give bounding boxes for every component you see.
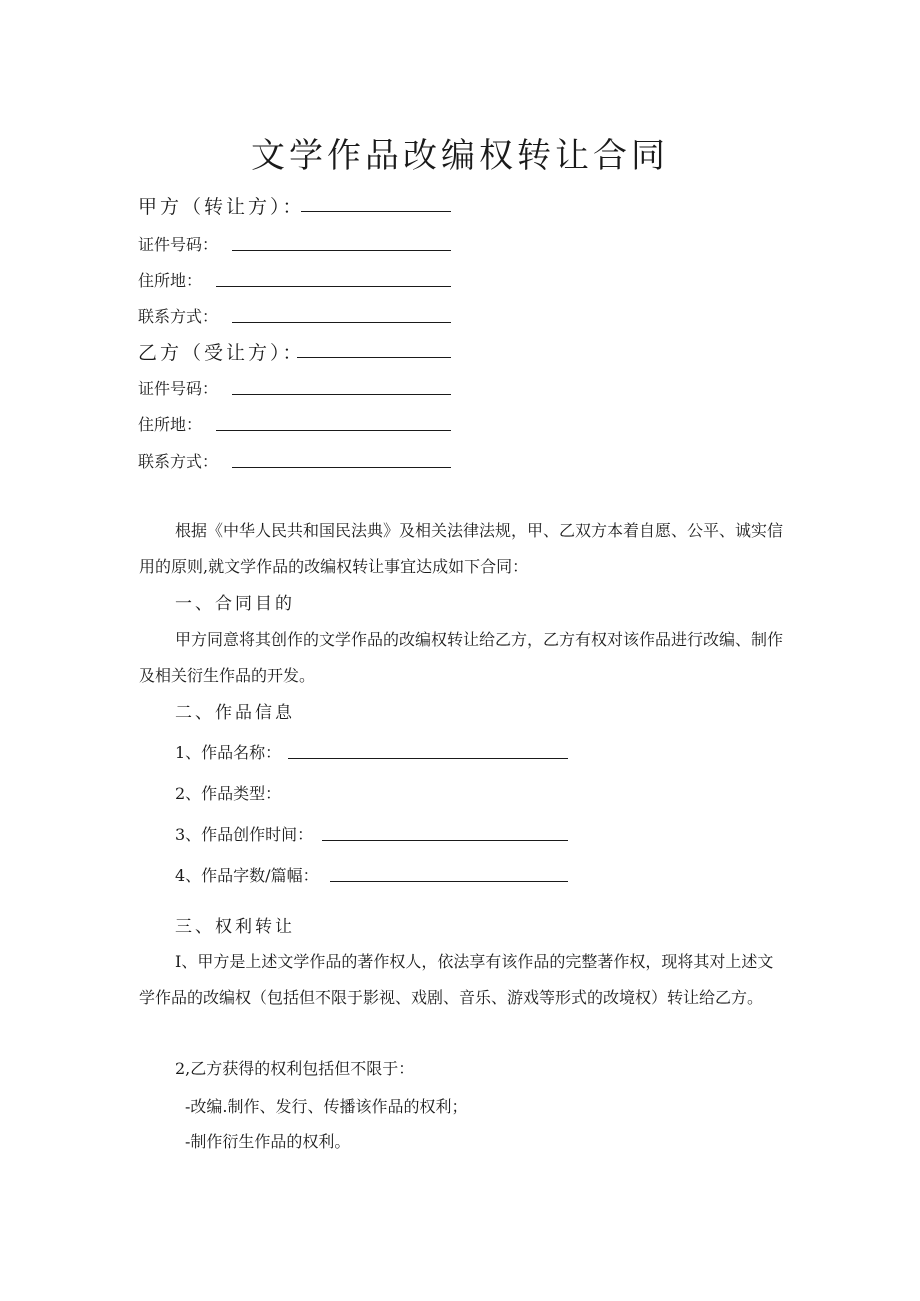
party-b-address-field[interactable] xyxy=(216,412,451,431)
party-a-address-field[interactable] xyxy=(216,268,451,287)
party-a-name-field[interactable] xyxy=(301,192,451,212)
rights-bullet-1: -改编.制作、发行、传播该作品的权利； xyxy=(185,1097,468,1116)
work-name-label: 1、作品名称： xyxy=(175,743,282,762)
document-title: 文学作品改编权转让合同 xyxy=(251,136,669,176)
preamble-paragraph: 根据《中华人民共和国民法典》及相关法律法规，甲、乙双方本着自愿、公平、诚实信用的原则,就文学作品的改编权转让事宜达成如下合同： xyxy=(139,521,784,576)
party-b-id-field[interactable] xyxy=(232,376,451,395)
party-a-contact-label: 联系方式： xyxy=(138,307,219,326)
section-3-paragraph-1: I、甲方是上述文学作品的著作权人，依法享有该作品的完整著作权，现将其对上述文学作品的改编权（包括但不限于影视、戏剧、音乐、游戏等形式的改境权）转让给乙方。 xyxy=(139,952,774,1007)
party-a-id-field[interactable] xyxy=(232,232,451,251)
work-length-label: 4、作品字数/篇幅： xyxy=(175,866,319,885)
work-length-field[interactable] xyxy=(330,863,568,882)
section-1-text: 甲方同意将其创作的文学作品的改编权转让给乙方，乙方有权对该作品进行改编、制作及相关衍生作品的开发。 xyxy=(139,630,784,685)
party-a-label: 甲方（转让方）： xyxy=(138,196,305,218)
party-a-contact-field[interactable] xyxy=(232,304,451,323)
party-b-id-label: 证件号码： xyxy=(138,379,219,398)
party-b-label: 乙方（受让方）： xyxy=(138,342,305,364)
section-3-heading: 三、权利转让 xyxy=(175,917,295,937)
work-name-field[interactable] xyxy=(288,740,568,759)
section-2-heading: 二、作品信息 xyxy=(175,703,295,723)
section-1-heading: 一、合同目的 xyxy=(175,594,295,614)
party-a-address-label: 住所地： xyxy=(138,271,203,290)
party-a-row xyxy=(138,192,305,219)
rights-bullet-2: -制作衍生作品的权利。 xyxy=(185,1132,351,1151)
party-b-row xyxy=(138,338,305,365)
party-b-contact-field[interactable] xyxy=(232,449,451,468)
party-b-contact-label: 联系方式： xyxy=(138,452,219,471)
work-type-label: 2、作品类型： xyxy=(175,784,282,803)
party-b-address-label: 住所地： xyxy=(138,415,203,434)
party-b-name-field[interactable] xyxy=(297,338,451,358)
work-creation-time-field[interactable] xyxy=(322,822,568,841)
party-a-id-label: 证件号码： xyxy=(138,235,219,254)
section-3-paragraph-2: 2,乙方获得的权利包括但不限于： xyxy=(175,1059,415,1078)
work-creation-time-label: 3、作品创作时间： xyxy=(175,825,314,844)
